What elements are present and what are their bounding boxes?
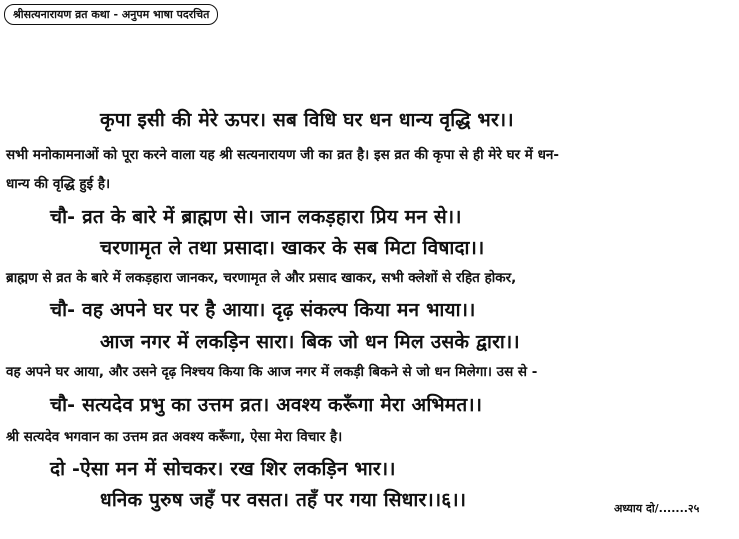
doha-line-2: धनिक पुरुष जहँ पर वसत। तहँ पर गया सिधार।।६।।: [100, 489, 467, 511]
prose-line-5: श्री सत्यदेव भगवान का उत्तम व्रत अवश्य करूँगा, ऐसा मेरा विचार है।: [6, 429, 343, 445]
verse-line-1: कृपा इसी की मेरे ऊपर। सब विधि घर धन धान्य वृद्धि भर।।: [100, 109, 514, 131]
chaupai-line-1: चौ- व्रत के बारे में ब्राह्मण से। जान लकड़हारा प्रिय मन से।।: [50, 206, 462, 228]
prose-line-2: धान्य की वृद्धि हुई है।: [6, 176, 111, 192]
chaupai-line-2: चौ- वह अपने घर पर है आया। दृढ़ संकल्प किया मन भाया।।: [50, 299, 476, 321]
book-title-badge: श्रीसत्यनारायण व्रत कथा - अनुपम भाषा पदरचित: [4, 4, 218, 25]
prose-line-1: सभी मनोकामनाओं को पूरा करने वाला यह श्री सत्यनारायण जी का व्रत है। इस व्रत की कृपा से ही मेरे घर में धन-: [6, 147, 559, 163]
page-number-label: अध्याय दो/.......२५: [614, 502, 700, 515]
prose-line-4: वह अपने घर आया, और उसने दृढ़ निश्चय किया कि आज नगर में लकड़ी बिकने से जो धन मिलेगा। उस से -: [6, 364, 538, 380]
chaupai-line-3: चौ- सत्यदेव प्रभु का उत्तम व्रत। अवश्य करूँगा मेरा अभिमत।।: [50, 394, 483, 416]
prose-line-3: ब्राह्मण से व्रत के बारे में लकड़हारा जानकर, चरणामृत ले और प्रसाद खाकर, सभी क्लेशों से रहित होकर,: [6, 270, 517, 286]
verse-line-3: आज नगर में लकड़िन सारा। बिक जो धन मिल उसके द्वारा।।: [100, 331, 520, 353]
verse-line-2: चरणामृत ले तथा प्रसादा। खाकर के सब मिटा विषादा।।: [100, 237, 485, 259]
doha-line-1: दो -ऐसा मन में सोचकर। रख शिर लकड़िन भार।।: [50, 458, 396, 480]
